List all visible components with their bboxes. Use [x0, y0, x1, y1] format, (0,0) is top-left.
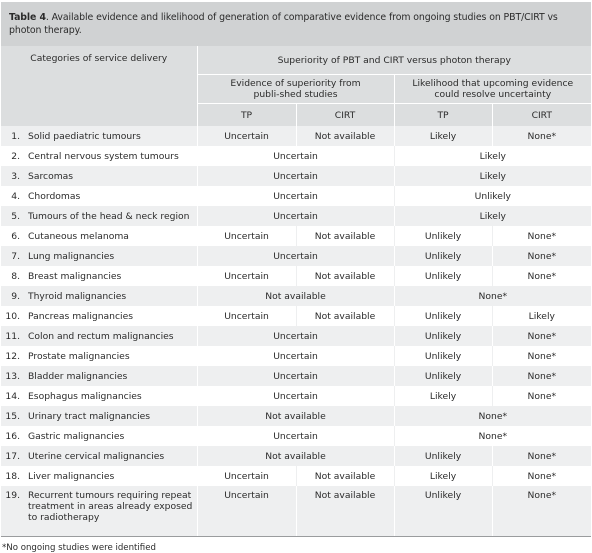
- row-value: Uncertain: [197, 306, 296, 326]
- row-value: None*: [394, 286, 591, 306]
- row-category: Prostate malignancies: [26, 346, 197, 366]
- table-row: [1, 186, 591, 206]
- row-value: Likely: [394, 466, 492, 486]
- table-row: [1, 246, 591, 266]
- table-row: [1, 206, 591, 226]
- table-row: [1, 166, 591, 186]
- header-likelihood-text: Likelihood that upcoming evidence could resolve uncertainty: [412, 78, 574, 100]
- row-value: Likely: [394, 166, 591, 186]
- row-number: 10.: [1, 306, 26, 326]
- header-evidence: [197, 75, 394, 104]
- row-category: Gastric malignancies: [26, 426, 197, 446]
- table-row: [1, 126, 591, 146]
- row-value: Likely: [394, 386, 492, 406]
- row-category: Central nervous system tumours: [26, 146, 197, 166]
- row-value: Uncertain: [197, 386, 394, 406]
- row-number: 15.: [1, 406, 26, 426]
- header-evidence-text: Evidence of superiority from publi-shed studies: [230, 78, 361, 100]
- row-category: Lung malignancies: [26, 246, 197, 266]
- row-value: None*: [492, 486, 591, 536]
- row-value: Unlikely: [394, 446, 492, 466]
- row-value: None*: [492, 386, 591, 406]
- row-category: Tumours of the head & neck region: [26, 206, 197, 226]
- table-row: [1, 486, 591, 536]
- row-value: None*: [492, 346, 591, 366]
- table-row: [1, 366, 591, 386]
- header-categories: Categories of service delivery: [1, 46, 197, 126]
- row-value: Unlikely: [394, 186, 591, 206]
- row-category: Thyroid malignancies: [26, 286, 197, 306]
- table-figure: [1, 0, 591, 553]
- row-number: 6.: [1, 226, 26, 246]
- row-value: Unlikely: [394, 366, 492, 386]
- row-value: Uncertain: [197, 126, 296, 146]
- row-value: None*: [492, 366, 591, 386]
- table-row: [1, 146, 591, 166]
- table-row: [1, 286, 591, 306]
- header-tp-likelihood: TP: [394, 104, 492, 127]
- row-value: Unlikely: [394, 346, 492, 366]
- row-category: Urinary tract malignancies: [26, 406, 197, 426]
- row-number: 12.: [1, 346, 26, 366]
- row-category: Bladder malignancies: [26, 366, 197, 386]
- row-value: Uncertain: [197, 246, 394, 266]
- row-value: Uncertain: [197, 206, 394, 226]
- row-value: Uncertain: [197, 186, 394, 206]
- row-value: Uncertain: [197, 146, 394, 166]
- row-value: None*: [394, 426, 591, 446]
- row-value: None*: [492, 246, 591, 266]
- table-bottom-rule: [1, 536, 591, 537]
- row-value: Not available: [296, 486, 394, 536]
- row-value: None*: [492, 266, 591, 286]
- table-row: [1, 266, 591, 286]
- row-category: Breast malignancies: [26, 266, 197, 286]
- table-row: [1, 466, 591, 486]
- row-category: Colon and rectum malignancies: [26, 326, 197, 346]
- row-value: None*: [492, 226, 591, 246]
- row-value: Likely: [394, 126, 492, 146]
- row-value: Uncertain: [197, 486, 296, 536]
- table-number: Table 4: [9, 12, 46, 23]
- row-value: Unlikely: [394, 486, 492, 536]
- row-value: Unlikely: [394, 306, 492, 326]
- row-value: Uncertain: [197, 366, 394, 386]
- row-number: 4.: [1, 186, 26, 206]
- row-value: Uncertain: [197, 226, 296, 246]
- row-number: 16.: [1, 426, 26, 446]
- row-value: Not available: [296, 126, 394, 146]
- row-value: Not available: [296, 306, 394, 326]
- table-caption: [1, 2, 591, 46]
- caption-text: . Available evidence and likelihood of generation of comparative evidence from ongoing studies on PBT/CIRT vs photon therapy.: [9, 12, 558, 36]
- row-number: 7.: [1, 246, 26, 266]
- row-number: 18.: [1, 466, 26, 486]
- row-number: 11.: [1, 326, 26, 346]
- footnote: *No ongoing studies were identified: [2, 543, 156, 553]
- row-value: Not available: [197, 446, 394, 466]
- row-value: Unlikely: [394, 226, 492, 246]
- row-value: Likely: [394, 146, 591, 166]
- row-category: Solid paediatric tumours: [26, 126, 197, 146]
- row-category: Cutaneous melanoma: [26, 226, 197, 246]
- header-superiority: Superiority of PBT and CIRT versus photon therapy: [197, 46, 591, 75]
- row-value: Uncertain: [197, 266, 296, 286]
- table-row: [1, 406, 591, 426]
- header-likelihood: [394, 75, 591, 104]
- row-value: Unlikely: [394, 326, 492, 346]
- row-value: Uncertain: [197, 326, 394, 346]
- table-row: [1, 426, 591, 446]
- table-row: [1, 386, 591, 406]
- row-number: 13.: [1, 366, 26, 386]
- row-category: Recurrent tumours requiring repeat treatment in areas already exposed to radiotherapy: [26, 486, 197, 536]
- row-value: Uncertain: [197, 426, 394, 446]
- row-value: Likely: [492, 306, 591, 326]
- header-cirt-evidence: CIRT: [296, 104, 394, 127]
- row-value: Likely: [394, 206, 591, 226]
- row-number: 2.: [1, 146, 26, 166]
- table-row: [1, 326, 591, 346]
- row-value: Not available: [197, 406, 394, 426]
- row-value: Uncertain: [197, 166, 394, 186]
- row-number: 9.: [1, 286, 26, 306]
- row-value: Uncertain: [197, 466, 296, 486]
- table-body: [1, 126, 591, 536]
- table-row: [1, 346, 591, 366]
- evidence-table: [1, 46, 591, 536]
- row-number: 5.: [1, 206, 26, 226]
- row-number: 8.: [1, 266, 26, 286]
- row-value: Not available: [197, 286, 394, 306]
- row-number: 17.: [1, 446, 26, 466]
- row-category: Pancreas malignancies: [26, 306, 197, 326]
- table-row: [1, 226, 591, 246]
- row-value: Unlikely: [394, 246, 492, 266]
- row-value: None*: [394, 406, 591, 426]
- row-value: None*: [492, 446, 591, 466]
- row-value: None*: [492, 126, 591, 146]
- row-number: 3.: [1, 166, 26, 186]
- row-category: Chordomas: [26, 186, 197, 206]
- header-cirt-likelihood: CIRT: [492, 104, 591, 127]
- row-category: Uterine cervical malignancies: [26, 446, 197, 466]
- row-category: Esophagus malignancies: [26, 386, 197, 406]
- table-row: [1, 446, 591, 466]
- row-value: Not available: [296, 226, 394, 246]
- row-number: 1.: [1, 126, 26, 146]
- row-value: Not available: [296, 466, 394, 486]
- row-value: None*: [492, 466, 591, 486]
- row-value: Not available: [296, 266, 394, 286]
- table-row: [1, 306, 591, 326]
- row-number: 14.: [1, 386, 26, 406]
- row-value: None*: [492, 326, 591, 346]
- row-number: 19.: [1, 486, 26, 536]
- row-value: Uncertain: [197, 346, 394, 366]
- header-tp-evidence: TP: [197, 104, 296, 127]
- row-value: Unlikely: [394, 266, 492, 286]
- row-category: Sarcomas: [26, 166, 197, 186]
- row-category: Liver malignancies: [26, 466, 197, 486]
